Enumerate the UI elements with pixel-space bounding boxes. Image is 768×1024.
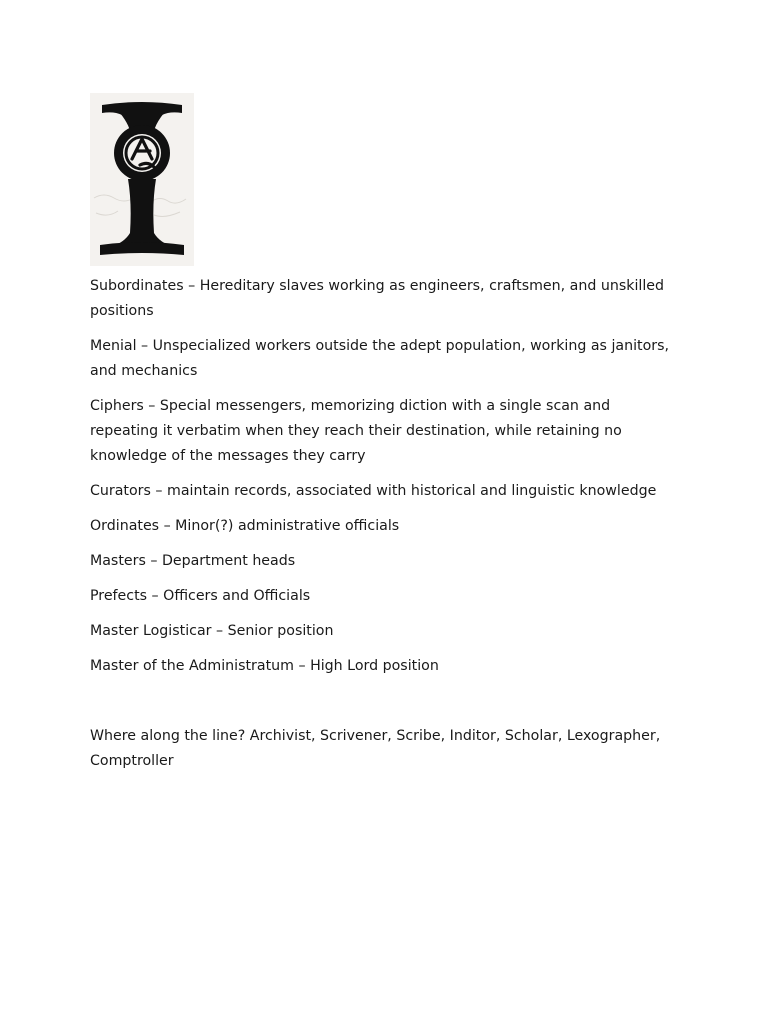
administratum-emblem-image	[90, 93, 194, 266]
rank-ciphers: Ciphers – Special messengers, memorizing diction with a single scan and repeating it verbatim when they reach their destination, while retaining no knowledge of the messages they carry	[90, 398, 622, 464]
administratum-i-emblem-icon	[90, 93, 194, 266]
open-question: Where along the line? Archivist, Scrivener, Scribe, Inditor, Scholar, Lexographer, Comptroller	[90, 728, 661, 769]
rank-subordinates: Subordinates – Hereditary slaves working as engineers, craftsmen, and unskilled positions	[90, 278, 665, 319]
rank-master-logisticar: Master Logisticar – Senior position	[90, 623, 334, 639]
rank-curators: Curators – maintain records, associated with historical and linguistic knowledge	[90, 483, 657, 499]
rank-prefects: Prefects – Officers and Officials	[90, 588, 311, 604]
rank-menial: Menial – Unspecialized workers outside the adept population, working as janitors, and mechanics	[90, 338, 670, 379]
rank-masters: Masters – Department heads	[90, 553, 296, 569]
rank-master-of-administratum: Master of the Administratum – High Lord position	[90, 658, 439, 674]
rank-ordinates: Ordinates – Minor(?) administrative officials	[90, 518, 400, 534]
document-body	[90, 274, 680, 784]
blank-line	[90, 689, 680, 714]
